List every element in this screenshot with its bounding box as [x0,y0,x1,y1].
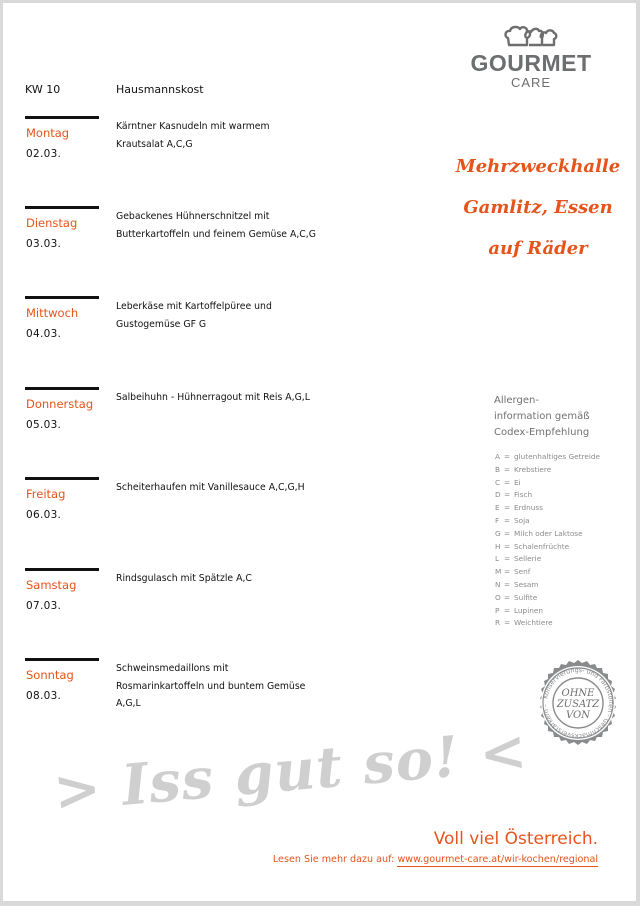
day-date: 05.03. [26,419,62,431]
allergen-item: M = Senf [495,566,635,579]
location-line-2: Gamlitz, Essen [463,197,613,218]
day-name: Dienstag [26,216,78,230]
allergen-item: D = Fisch [495,489,635,502]
allergen-item: H = Schalenfrüchte [495,541,635,554]
allergen-item: O = Sulfite [495,592,635,605]
day-dish: Gebackenes Hühnerschnitzel mit Butterkartoffeln und feinem Gemüse A,C,G [116,211,316,240]
regional-link[interactable]: www.gourmet-care.at/wir-kochen/regional [397,854,598,865]
day-divider [25,387,99,390]
location-line-1: Mehrzweckhalle [455,156,621,177]
day-divider [25,658,99,661]
allergen-label: Sulfite [514,592,538,602]
allergen-code: F [495,515,500,525]
allergen-code: P [495,605,500,615]
allergen-code: M [495,567,502,577]
allergen-item: L = Sellerie [495,553,635,566]
allergen-label: Krebstiere [514,464,552,474]
allergen-code: B [495,464,501,474]
allergen-item: N = Sesam [495,579,635,592]
allergen-label: Erdnuss [514,503,543,513]
allergen-item: R = Weichtiere [495,617,635,630]
day-divider [25,296,99,299]
allergen-code: C [495,477,501,487]
allergen-code: G [495,528,501,538]
slogan: > Iss gut so! < [51,717,531,825]
footer-note [273,854,598,865]
footer-note-prefix: Lesen Sie mehr dazu auf: [272,854,398,865]
day-divider [25,116,99,119]
allergen-code: D [495,490,501,500]
location-heading [443,146,633,269]
seal-badge-icon [533,658,623,748]
day-name: Sonntag [26,668,74,682]
day-dish: Schweinsmedaillons mit Rosmarinkartoffeln und buntem Gemüse A,G,L [116,663,306,709]
svg-text:Konservierungs- und Farbstoffe: Konservierungs- und Farbstoffen - Geschmacksverstärkern - [542,666,615,740]
allergen-label: Milch oder Laktose [514,528,583,538]
day-dish: Kärntner Kasnudeln mit warmem Krautsalat A,C,G [116,121,270,150]
day-dish: Rindsgulasch mit Spätzle A,C [116,573,252,584]
day-divider [25,568,99,571]
allergen-heading [494,393,624,441]
svg-text:OHNE: OHNE [561,688,595,699]
allergen-label: Senf [514,567,531,577]
allergen-item: A = glutenhaltiges Getreide [495,451,635,464]
day-dish: Salbeihuhn - Hühnerragout mit Reis A,G,L [116,392,310,403]
allergen-code: L [495,554,500,564]
allergen-label: Fisch [514,490,533,500]
logo-sub: CARE [510,75,552,90]
allergen-label: Ei [514,477,521,487]
allergen-item: C = Ei [495,477,635,490]
allergen-code: A [495,452,500,461]
gourmet-care-logo [461,25,601,91]
logo-brand: GOURMET [470,50,592,76]
allergen-heading-line: Codex-Empfehlung [494,427,590,438]
svg-text:VON: VON [566,710,590,721]
allergen-label: glutenhaltiges Getreide [514,452,600,461]
week-label: KW 10 [25,83,61,96]
allergen-item: G = Milch oder Laktose [495,528,635,541]
allergen-label: Weichtiere [514,618,553,628]
day-date: 08.03. [26,690,62,702]
day-name: Montag [26,126,70,140]
chef-hats-icon [504,25,558,49]
allergen-label: Sesam [514,579,539,589]
allergen-code: R [495,618,501,628]
allergen-list [495,451,635,630]
day-date: 07.03. [26,600,62,612]
day-divider [25,206,99,209]
allergen-label: Schalenfrüchte [514,541,570,551]
footer-title: Voll viel Österreich. [433,829,598,849]
menu-line-title: Hausmannskost [116,83,204,96]
day-name: Mittwoch [26,306,79,320]
allergen-item: P = Lupinen [495,605,635,618]
day-date: 06.03. [26,509,62,521]
allergen-item: B = Krebstiere [495,464,635,477]
day-dish: Scheiterhaufen mit Vanillesauce A,C,G,H [116,482,305,493]
day-date: 02.03. [26,148,62,160]
allergen-code: H [495,541,501,551]
allergen-heading-line: Allergen- [494,395,539,406]
day-divider [25,477,99,480]
allergen-item: F = Soja [495,515,635,528]
day-dish: Leberkäse mit Kartoffelpüree und Gustogemüse GF G [116,301,272,330]
allergen-item: E = Erdnuss [495,502,635,515]
allergen-label: Lupinen [514,605,543,615]
no-additives-seal [533,658,623,748]
day-date: 03.03. [26,238,62,250]
day-date: 04.03. [26,328,62,340]
allergen-code: E [495,503,500,513]
allergen-code: N [495,579,501,589]
menu-page [3,3,636,901]
svg-text:ZUSATZ: ZUSATZ [556,699,600,710]
allergen-heading-line: information gemäß [494,411,590,422]
allergen-code: O [495,592,501,602]
day-name: Samstag [26,578,77,592]
allergen-label: Sellerie [514,554,542,564]
day-name: Donnerstag [26,397,94,411]
location-line-3: auf Räder [488,238,588,259]
day-name: Freitag [26,487,66,501]
allergen-label: Soja [514,515,530,525]
